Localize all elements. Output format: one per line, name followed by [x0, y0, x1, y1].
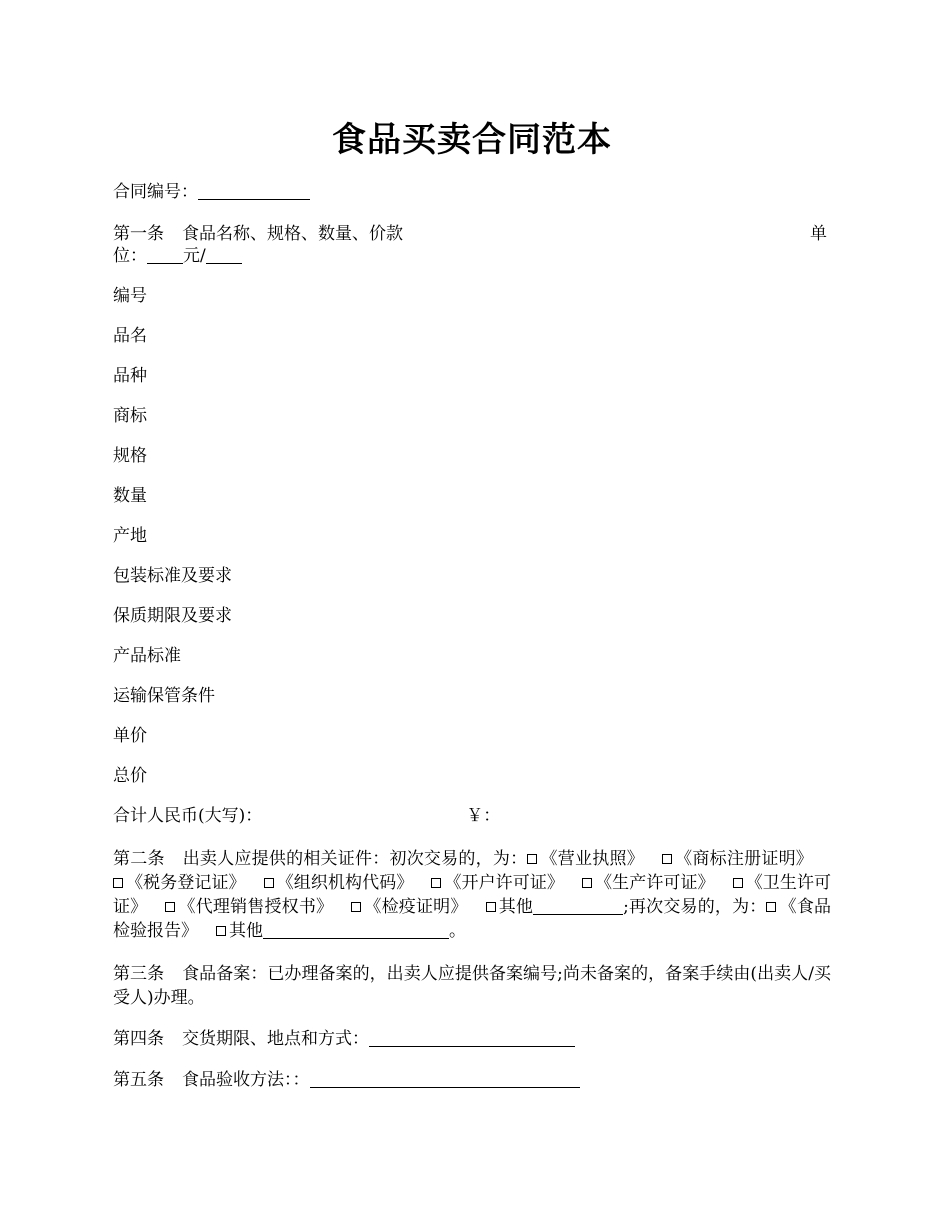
doc-trademark-cert: 《商标注册证明》: [674, 849, 814, 869]
checkbox[interactable]: [766, 902, 776, 912]
article-3-text: 食品备案：已办理备案的，出卖人应提供备案编号;尚未备案的，备案手续由(出卖人/买受人)办理。: [113, 964, 831, 1008]
other-blank-2[interactable]: [263, 921, 449, 939]
article-2-intro: 出卖人应提供的相关证件：初次交易的，为：: [182, 849, 528, 869]
article-5-blank[interactable]: [310, 1070, 580, 1088]
article-4-blank[interactable]: [369, 1029, 575, 1047]
article-2-end: 。: [449, 921, 466, 941]
doc-inspection-report: 《食品检验报告》: [113, 897, 832, 941]
checkbox[interactable]: [582, 878, 592, 888]
contract-number-label: 合同编号：: [113, 182, 198, 202]
article-4: [113, 1027, 575, 1051]
unit-char-1: 单: [810, 224, 827, 244]
doc-tax-cert: 《税务登记证》: [126, 873, 246, 893]
unit-mid: 元/: [183, 246, 206, 266]
field-number: 编号: [113, 286, 147, 306]
article-2-again: ;再次交易的，为：: [623, 897, 767, 917]
checkbox[interactable]: [216, 926, 226, 936]
field-quantity: 数量: [113, 486, 147, 506]
total-rmb-label: 合计人民币(大写)：: [113, 806, 263, 826]
article-2: [113, 847, 831, 943]
checkbox[interactable]: [165, 902, 175, 912]
total-amount-line: [113, 804, 500, 828]
field-spec: 规格: [113, 446, 147, 466]
checkbox[interactable]: [486, 902, 496, 912]
field-shelf-life: 保质期限及要求: [113, 606, 232, 626]
checkbox[interactable]: [662, 854, 672, 864]
article-3: [113, 962, 831, 1010]
field-packaging: 包装标准及要求: [113, 566, 232, 586]
doc-business-license: 《营业执照》: [540, 849, 644, 869]
field-origin: 产地: [113, 526, 147, 546]
doc-account-permit: 《开户许可证》: [444, 873, 564, 893]
unit-blank-2[interactable]: [206, 246, 242, 264]
field-total-price: 总价: [113, 766, 147, 786]
doc-sales-auth: 《代理销售授权书》: [178, 897, 334, 917]
doc-health-permit: 《卫生许可证》: [113, 873, 832, 917]
article-4-text: 交货期限、地点和方式：: [182, 1029, 369, 1049]
document-title: 食品买卖合同范本: [332, 120, 612, 160]
unit-line: [113, 244, 242, 268]
article-4-heading: 第四条: [113, 1029, 164, 1049]
doc-other-2: 其他: [229, 921, 263, 941]
article-5-heading: 第五条: [113, 1070, 164, 1090]
contract-number-blank[interactable]: [198, 182, 310, 200]
article-1-heading: 第一条: [113, 224, 164, 244]
yen-label: ￥：: [466, 806, 501, 826]
field-product-standard: 产品标准: [113, 646, 181, 666]
other-blank-1[interactable]: [533, 897, 623, 915]
field-unit-price: 单价: [113, 726, 147, 746]
article-5-text: 食品验收方法：：: [182, 1070, 310, 1090]
doc-quarantine: 《检疫证明》: [364, 897, 468, 917]
article-1-text: 食品名称、规格、数量、价款: [182, 224, 403, 244]
article-5: [113, 1068, 580, 1092]
contract-number-line: [113, 180, 310, 204]
field-transport: 运输保管条件: [113, 686, 215, 706]
checkbox[interactable]: [733, 878, 743, 888]
unit-label: 位：: [113, 246, 147, 266]
article-3-heading: 第三条: [113, 964, 165, 984]
checkbox[interactable]: [113, 878, 123, 888]
doc-production-permit: 《生产许可证》: [595, 873, 715, 893]
article-1: [113, 222, 831, 246]
article-2-heading: 第二条: [113, 849, 165, 869]
field-trademark: 商标: [113, 406, 147, 426]
field-variety: 品种: [113, 366, 147, 386]
doc-org-code: 《组织机构代码》: [276, 873, 414, 893]
checkbox[interactable]: [264, 878, 274, 888]
checkbox[interactable]: [431, 878, 441, 888]
checkbox[interactable]: [527, 854, 537, 864]
doc-other: 其他: [498, 897, 534, 917]
unit-blank-1[interactable]: [147, 246, 183, 264]
checkbox[interactable]: [351, 902, 361, 912]
field-product-name: 品名: [113, 326, 147, 346]
